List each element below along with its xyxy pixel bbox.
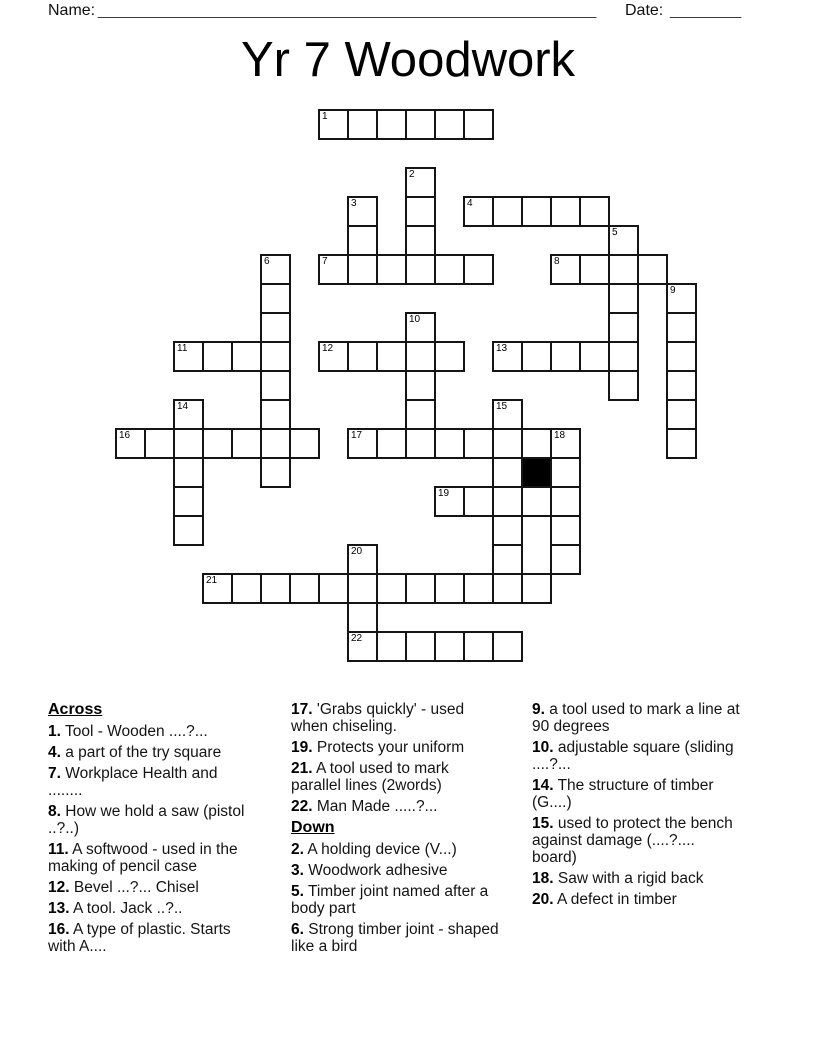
- grid-cell: [666, 283, 697, 314]
- clue-text: Bevel ...?... Chisel: [69, 879, 199, 896]
- grid-cell: [608, 283, 639, 314]
- grid-cell: [231, 573, 262, 604]
- clue-number: 22.: [291, 798, 313, 815]
- clue-number: 11.: [48, 841, 69, 858]
- clue-item: [48, 765, 254, 799]
- clue-text: A tool used to mark parallel lines (2words): [291, 760, 449, 794]
- clue-item: [291, 841, 502, 858]
- grid-cell: [608, 225, 639, 256]
- grid-cell-number: 21: [206, 575, 218, 586]
- grid-cell: [405, 254, 436, 285]
- grid-cell: [376, 428, 407, 459]
- grid-cell: [405, 312, 436, 343]
- clue-number: 18.: [532, 870, 554, 887]
- grid-cell: [637, 254, 668, 285]
- grid-cell: [463, 573, 494, 604]
- grid-cell: [289, 428, 320, 459]
- grid-cell: [318, 109, 349, 140]
- clue-number: 6.: [291, 921, 304, 938]
- clue-column-3: [532, 701, 743, 912]
- clue-text: Workplace Health and ........: [48, 765, 218, 799]
- grid-cell: [550, 254, 581, 285]
- grid-cell: [376, 254, 407, 285]
- clue-text: Strong timber joint - shaped like a bird: [291, 921, 499, 955]
- clue-number: 10.: [532, 739, 554, 756]
- clue-number: 8.: [48, 803, 61, 820]
- grid-cell: [463, 486, 494, 517]
- grid-cell-number: 10: [409, 314, 421, 325]
- clue-number: 19.: [291, 739, 313, 756]
- grid-cell-number: 18: [554, 430, 566, 441]
- grid-cell: [347, 341, 378, 372]
- grid-cell: [173, 486, 204, 517]
- grid-cell: [521, 428, 552, 459]
- grid-cell: [347, 602, 378, 633]
- clue-item: [532, 815, 743, 866]
- grid-cell-number: 8: [554, 256, 560, 267]
- grid-cell: [347, 196, 378, 227]
- grid-cell-number: 5: [612, 227, 618, 238]
- grid-cell: [405, 370, 436, 401]
- clue-text: used to protect the bench against damage (....?.... board): [532, 815, 733, 866]
- clue-text: A defect in timber: [553, 891, 677, 908]
- grid-cell: [666, 312, 697, 343]
- grid-cell: [550, 428, 581, 459]
- grid-cell: [492, 196, 523, 227]
- clue-text: A softwood - used in the making of pencil case: [48, 841, 238, 875]
- clue-text: A tool. Jack ..?..: [69, 900, 183, 917]
- clue-number: 1.: [48, 723, 61, 740]
- clue-text: Man Made .....?...: [312, 798, 438, 815]
- grid-cell: [550, 341, 581, 372]
- grid-cell: [550, 515, 581, 546]
- grid-cell: [202, 573, 233, 604]
- grid-cell: [434, 631, 465, 662]
- clue-text: Woodwork adhesive: [303, 862, 448, 879]
- clue-text: Timber joint named after a body part: [291, 883, 489, 917]
- grid-cell-number: 20: [351, 546, 363, 557]
- clue-item: [48, 879, 254, 896]
- puzzle-title: Yr 7 Woodwork: [240, 33, 576, 87]
- date-fill-line: ________: [670, 2, 742, 19]
- grid-cell: [463, 428, 494, 459]
- grid-cell: [521, 486, 552, 517]
- grid-cell: [463, 254, 494, 285]
- grid-cell: [173, 428, 204, 459]
- clue-text: Tool - Wooden ....?...: [60, 723, 208, 740]
- grid-cell: [579, 196, 610, 227]
- clue-column-2: [291, 701, 502, 959]
- grid-cell: [405, 399, 436, 430]
- grid-cell: [347, 428, 378, 459]
- grid-cell: [666, 370, 697, 401]
- grid-cell: [463, 631, 494, 662]
- grid-cell: [405, 631, 436, 662]
- grid-cell: [260, 283, 291, 314]
- grid-cell-number: 11: [177, 343, 188, 354]
- grid-cell-number: 7: [322, 256, 328, 267]
- clue-item: [532, 739, 743, 773]
- grid-cell: [318, 254, 349, 285]
- clue-item: [291, 883, 502, 917]
- grid-cell: [405, 167, 436, 198]
- clue-number: 12.: [48, 879, 70, 896]
- clue-item: [48, 803, 254, 837]
- clue-number: 7.: [48, 765, 61, 782]
- clue-item: [532, 870, 743, 887]
- grid-cell: [260, 370, 291, 401]
- grid-cell: [492, 399, 523, 430]
- clue-text: a part of the try square: [60, 744, 222, 761]
- clue-number: 9.: [532, 701, 545, 718]
- grid-cell: [347, 631, 378, 662]
- clue-text: adjustable square (sliding ....?...: [532, 739, 734, 773]
- name-label: Name:: [48, 2, 96, 19]
- grid-cell: [579, 341, 610, 372]
- clue-item: [532, 701, 743, 735]
- grid-cell: [521, 196, 552, 227]
- grid-cell-number: 15: [496, 401, 508, 412]
- grid-cell: [492, 486, 523, 517]
- grid-cell: [318, 341, 349, 372]
- clue-number: 20.: [532, 891, 554, 908]
- grid-cell: [260, 457, 291, 488]
- clue-text: A type of plastic. Starts with A....: [48, 921, 231, 955]
- grid-cell: [347, 544, 378, 575]
- clue-text: A holding device (V...): [303, 841, 457, 858]
- grid-cell: [115, 428, 146, 459]
- grid-cell: [521, 341, 552, 372]
- clue-item: [291, 739, 502, 756]
- clue-number: 3.: [291, 862, 304, 879]
- grid-cell: [521, 573, 552, 604]
- clue-item: [291, 798, 502, 815]
- clue-text: a tool used to mark a line at 90 degrees: [532, 701, 740, 735]
- grid-cell: [550, 196, 581, 227]
- grid-cell: [405, 109, 436, 140]
- grid-cell: [289, 573, 320, 604]
- grid-cell: [492, 457, 523, 488]
- grid-cell: [434, 109, 465, 140]
- clue-item: [532, 891, 743, 908]
- clue-number: 2.: [291, 841, 304, 858]
- clue-number: 5.: [291, 883, 304, 900]
- grid-cell: [434, 341, 465, 372]
- clue-item: [291, 760, 502, 794]
- grid-cell: [405, 225, 436, 256]
- clue-text: How we hold a saw (pistol ..?..): [48, 803, 245, 837]
- grid-cell: [579, 254, 610, 285]
- grid-cell: [463, 109, 494, 140]
- grid-cell: [376, 109, 407, 140]
- grid-cell: [347, 573, 378, 604]
- grid-cell-number: 4: [467, 198, 473, 209]
- grid-cell: [260, 428, 291, 459]
- grid-cell-number: 9: [670, 285, 676, 296]
- grid-cell-number: 17: [351, 430, 363, 441]
- clue-column-1: [48, 701, 254, 959]
- grid-cell: [260, 399, 291, 430]
- clues-header-down: Down: [291, 819, 335, 836]
- grid-cell: [492, 515, 523, 546]
- grid-cell-number: 22: [351, 633, 363, 644]
- clue-number: 4.: [48, 744, 61, 761]
- grid-cell: [405, 196, 436, 227]
- grid-cell-number: 6: [264, 256, 270, 267]
- grid-cell: [347, 254, 378, 285]
- clue-item: [291, 701, 502, 735]
- grid-cell: [608, 254, 639, 285]
- grid-cell: [405, 573, 436, 604]
- grid-cell-number: 3: [351, 198, 357, 209]
- grid-cell: [550, 486, 581, 517]
- grid-cell-number: 13: [496, 343, 508, 354]
- grid-cell: [173, 515, 204, 546]
- clue-number: 14.: [532, 777, 554, 794]
- grid-cell: [260, 254, 291, 285]
- grid-cell-black: [521, 457, 552, 488]
- grid-cell-number: 12: [322, 343, 334, 354]
- clue-item: [532, 777, 743, 811]
- clue-item: [291, 921, 502, 955]
- grid-cell: [434, 486, 465, 517]
- grid-cell: [347, 225, 378, 256]
- grid-cell: [347, 109, 378, 140]
- clues-header-across: Across: [48, 701, 103, 718]
- grid-cell-number: 2: [409, 169, 415, 180]
- grid-cell: [260, 341, 291, 372]
- clue-item: [48, 841, 254, 875]
- grid-cell-number: 19: [438, 488, 450, 499]
- clue-number: 17.: [291, 701, 313, 718]
- grid-cell-number: 1: [322, 111, 328, 122]
- clue-number: 15.: [532, 815, 554, 832]
- grid-cell: [666, 428, 697, 459]
- grid-cell: [202, 341, 233, 372]
- grid-cell: [434, 254, 465, 285]
- grid-cell: [608, 312, 639, 343]
- grid-cell: [405, 428, 436, 459]
- grid-cell: [173, 341, 204, 372]
- grid-cell: [492, 341, 523, 372]
- clue-text: The structure of timber (G....): [532, 777, 714, 811]
- grid-cell: [608, 370, 639, 401]
- grid-cell: [376, 573, 407, 604]
- clue-number: 16.: [48, 921, 70, 938]
- grid-cell: [434, 573, 465, 604]
- grid-cell: [260, 312, 291, 343]
- clue-text: Protects your uniform: [312, 739, 465, 756]
- clue-text: Saw with a rigid back: [553, 870, 704, 887]
- grid-cell: [231, 428, 262, 459]
- grid-cell: [666, 399, 697, 430]
- grid-cell: [434, 428, 465, 459]
- clue-item: [48, 723, 254, 740]
- grid-cell: [405, 341, 436, 372]
- grid-cell: [260, 573, 291, 604]
- clue-number: 13.: [48, 900, 70, 917]
- clue-item: [48, 921, 254, 955]
- grid-cell: [144, 428, 175, 459]
- name-fill-line: ________________________________________________________: [98, 2, 597, 19]
- grid-cell: [173, 457, 204, 488]
- grid-cell: [550, 544, 581, 575]
- grid-cell: [318, 573, 349, 604]
- grid-cell: [231, 341, 262, 372]
- grid-cell: [666, 341, 697, 372]
- grid-cell: [492, 573, 523, 604]
- date-label: Date:: [625, 2, 664, 19]
- clue-item: [48, 744, 254, 761]
- clue-number: 21.: [291, 760, 313, 777]
- grid-cell: [202, 428, 233, 459]
- grid-cell: [608, 341, 639, 372]
- grid-cell: [550, 457, 581, 488]
- grid-cell: [492, 428, 523, 459]
- grid-cell: [492, 544, 523, 575]
- grid-cell: [376, 341, 407, 372]
- clue-item: [48, 900, 254, 917]
- grid-cell-number: 14: [177, 401, 189, 412]
- grid-cell: [492, 631, 523, 662]
- grid-cell: [463, 196, 494, 227]
- clue-item: [291, 862, 502, 879]
- grid-cell-number: 16: [119, 430, 131, 441]
- grid-cell: [376, 631, 407, 662]
- grid-cell: [173, 399, 204, 430]
- clue-text: 'Grabs quickly' - used when chiseling.: [291, 701, 465, 735]
